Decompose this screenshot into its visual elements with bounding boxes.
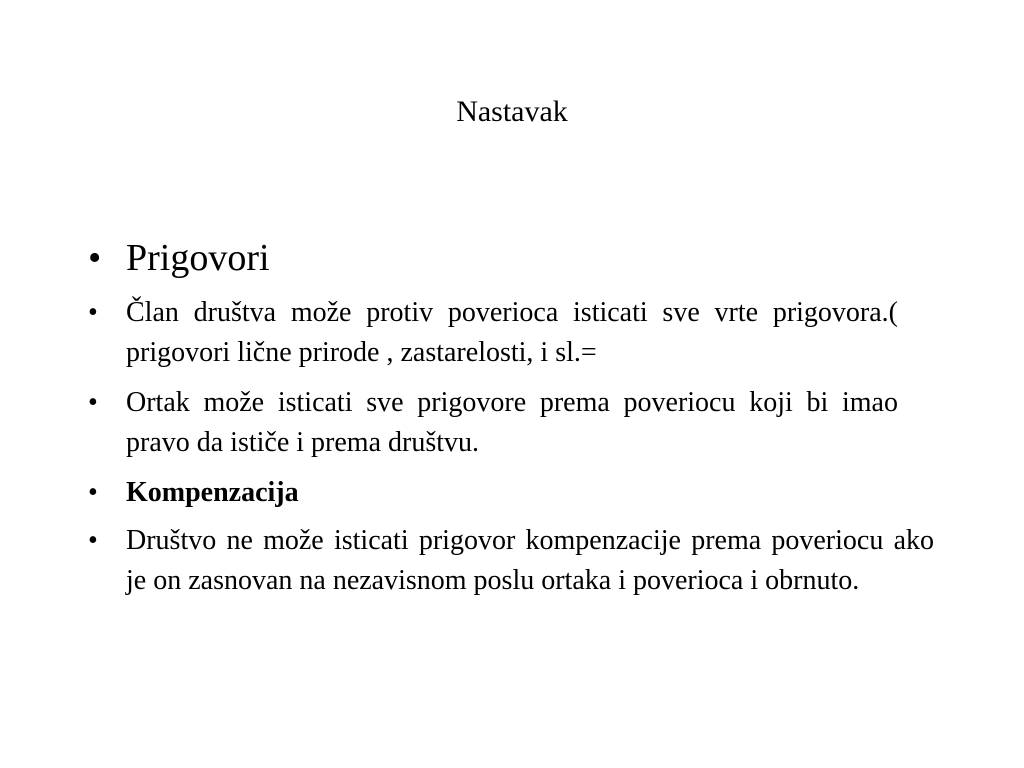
bullet-text: Društvo ne može isticati prigovor kompenzacije prema poveriocu ako je on zasnovan na nezavisnom poslu ortaka i poverioca i obrnuto. <box>126 525 934 596</box>
bullet-dot-icon: • <box>88 525 98 556</box>
bullet-dot-icon: • <box>88 387 98 418</box>
bullet-item-ortak <box>88 383 898 463</box>
bullet-text: Kompenzacija <box>126 477 299 508</box>
bullet-item-clan-drustva <box>88 293 898 373</box>
slide-title: Nastavak <box>456 95 568 128</box>
bullet-dot-icon: • <box>88 237 102 279</box>
bullet-text: Prigovori <box>126 237 270 279</box>
bullet-item-prigovori <box>88 236 934 280</box>
bullet-item-kompenzacija <box>88 473 934 513</box>
bullet-dot-icon: • <box>88 297 98 328</box>
bullet-item-drustvo <box>88 521 934 601</box>
bullet-dot-icon: • <box>88 477 98 508</box>
bullet-text: Ortak može isticati sve prigovore prema poveriocu koji bi imao pravo da ističe i prema društvu. <box>126 387 898 458</box>
bullet-text: Član društva može protiv poverioca isticati sve vrte prigovora.( prigovori lične prirode , zastarelosti, i sl.= <box>126 297 898 368</box>
